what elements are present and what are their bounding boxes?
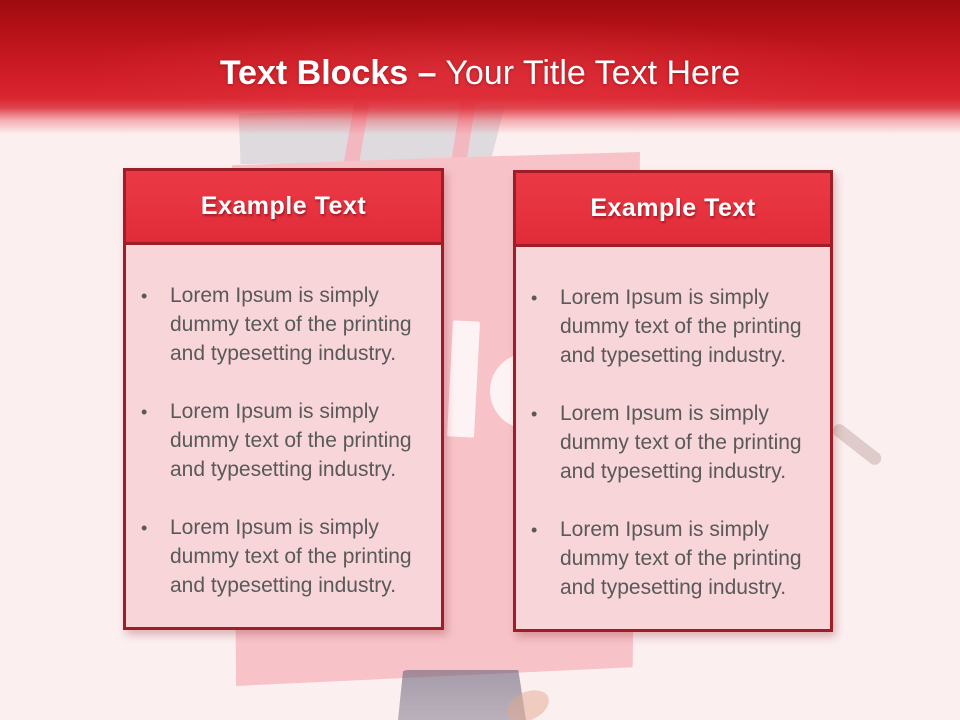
list-item <box>141 397 441 484</box>
text-block-1-header-label: Example Text <box>200 192 367 220</box>
bullet-text: Lorem Ipsum is simply dummy text of the printing and typesetting industry. <box>560 402 802 483</box>
list-item <box>141 513 441 600</box>
bullet-icon: • <box>531 404 538 424</box>
bullet-icon: • <box>531 520 538 540</box>
title-bar <box>0 0 960 140</box>
bullet-text: Lorem Ipsum is simply dummy text of the printing and typesetting industry. <box>170 516 412 597</box>
page-title-bold: Text Blocks – <box>219 54 437 92</box>
list-item <box>531 515 830 602</box>
text-block-1 <box>123 168 444 630</box>
bullet-text: Lorem Ipsum is simply dummy text of the printing and typesetting industry. <box>170 400 412 481</box>
page-title-regular: Your Title Text Here <box>445 54 741 92</box>
list-item <box>141 281 441 368</box>
list-item <box>531 283 830 370</box>
text-block-1-header <box>126 171 441 245</box>
text-block-2 <box>513 170 833 632</box>
bullet-icon: • <box>141 286 148 306</box>
list-item <box>531 399 830 486</box>
bullet-icon: • <box>141 518 148 538</box>
bullet-text: Lorem Ipsum is simply dummy text of the printing and typesetting industry. <box>560 286 802 367</box>
faded-arm-shape <box>830 422 884 468</box>
page-title <box>0 54 960 93</box>
bullet-icon: • <box>141 402 148 422</box>
bullet-text: Lorem Ipsum is simply dummy text of the printing and typesetting industry. <box>170 284 412 365</box>
text-block-1-body <box>126 245 441 600</box>
text-block-2-body <box>516 247 830 602</box>
text-block-2-header-label: Example Text <box>590 194 756 222</box>
text-block-2-header <box>516 173 830 247</box>
bullet-icon: • <box>531 288 538 308</box>
bullet-text: Lorem Ipsum is simply dummy text of the printing and typesetting industry. <box>560 518 802 599</box>
